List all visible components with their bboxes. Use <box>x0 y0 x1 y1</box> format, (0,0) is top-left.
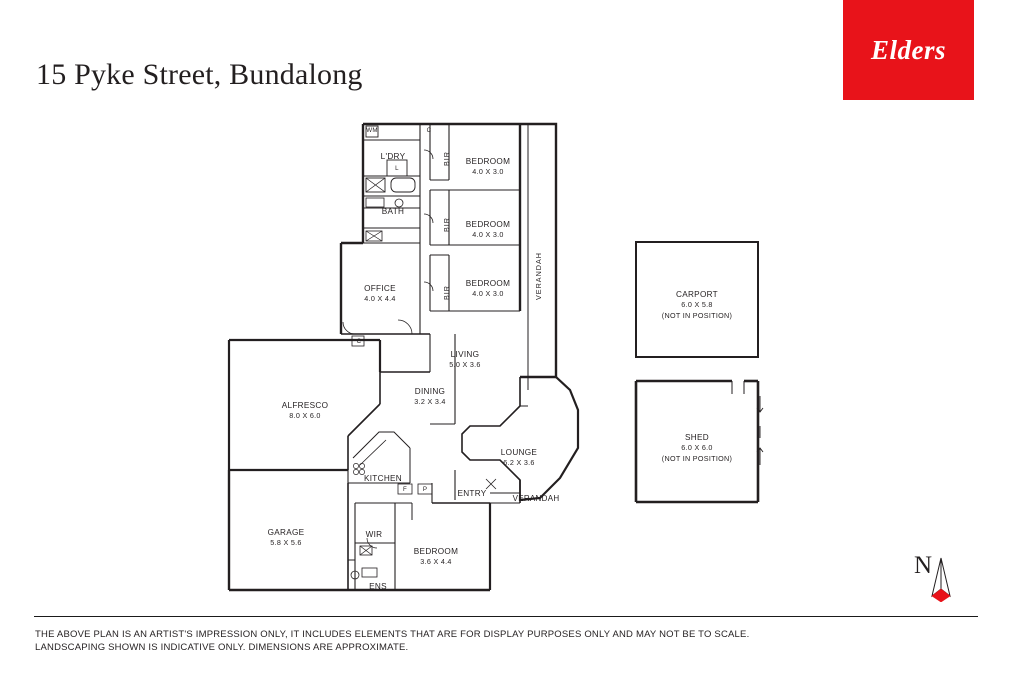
annotation-l: L <box>395 165 399 172</box>
room-label-lounge: LOUNGE 6.2 X 3.6 <box>500 447 538 467</box>
room-label-bedroom-4: BEDROOM 4.0 X 3.0 <box>465 278 511 298</box>
annotation-bir-2: BIR <box>442 217 451 232</box>
footer-disclaimer-line-2: LANDSCAPING SHOWN IS INDICATIVE ONLY. DIMENSIONS ARE APPROXIMATE. <box>35 642 409 653</box>
room-label-entry: ENTRY <box>457 488 487 498</box>
room-label-office: OFFICE 4.0 X 4.4 <box>364 283 396 303</box>
compass-north-label: N <box>914 552 933 579</box>
room-label-garage: GARAGE 5.8 X 5.6 <box>267 527 305 547</box>
compass <box>908 552 962 606</box>
room-label-shed: SHED 6.0 X 6.0 (NOT IN POSITION) <box>661 432 733 463</box>
footer-disclaimer <box>35 628 875 654</box>
annotation-fridge: F <box>403 486 407 493</box>
annotation-verandah-right: VERANDAH <box>534 252 543 300</box>
room-label-bedroom-main: BEDROOM 3.6 X 4.4 <box>413 546 459 566</box>
annotation-c2: C <box>356 338 362 345</box>
room-label-ensuite: ENS <box>369 581 387 591</box>
annotation-c1: C <box>426 127 432 134</box>
room-label-dining: DINING 3.2 X 3.4 <box>414 386 446 406</box>
footer-divider <box>34 616 978 617</box>
room-label-wir: WIR <box>365 529 383 539</box>
compass-needle-icon <box>930 556 952 602</box>
annotation-wm: WM <box>366 127 378 134</box>
page-title: 15 Pyke Street, Bundalong <box>36 58 363 91</box>
room-label-bedroom-3: BEDROOM 4.0 X 3.0 <box>465 219 511 239</box>
room-label-laundry: L'DRY <box>380 151 406 161</box>
annotation-bir-1: BIR <box>442 151 451 166</box>
room-label-bath: BATH <box>381 206 405 216</box>
room-label-kitchen: KITCHEN <box>363 473 403 483</box>
room-label-carport: CARPORT 6.0 X 5.8 (NOT IN POSITION) <box>661 289 733 320</box>
room-label-bedroom-2: BEDROOM 4.0 X 3.0 <box>465 156 511 176</box>
annotation-verandah-bottom: VERANDAH <box>512 494 560 503</box>
annotation-bir-3: BIR <box>442 285 451 300</box>
room-label-living: LIVING 5.0 X 3.6 <box>449 349 481 369</box>
brand-wordmark: Elders <box>870 34 946 65</box>
room-label-alfresco: ALFRESCO 8.0 X 6.0 <box>281 400 329 420</box>
annotation-pantry: P <box>422 486 428 493</box>
footer-disclaimer-line-1: THE ABOVE PLAN IS AN ARTIST'S IMPRESSION ONLY, IT INCLUDES ELEMENTS THAT ARE FOR DISPLAY PURPOSES ONLY AND MAY NOT BE TO SCALE. <box>35 629 750 640</box>
